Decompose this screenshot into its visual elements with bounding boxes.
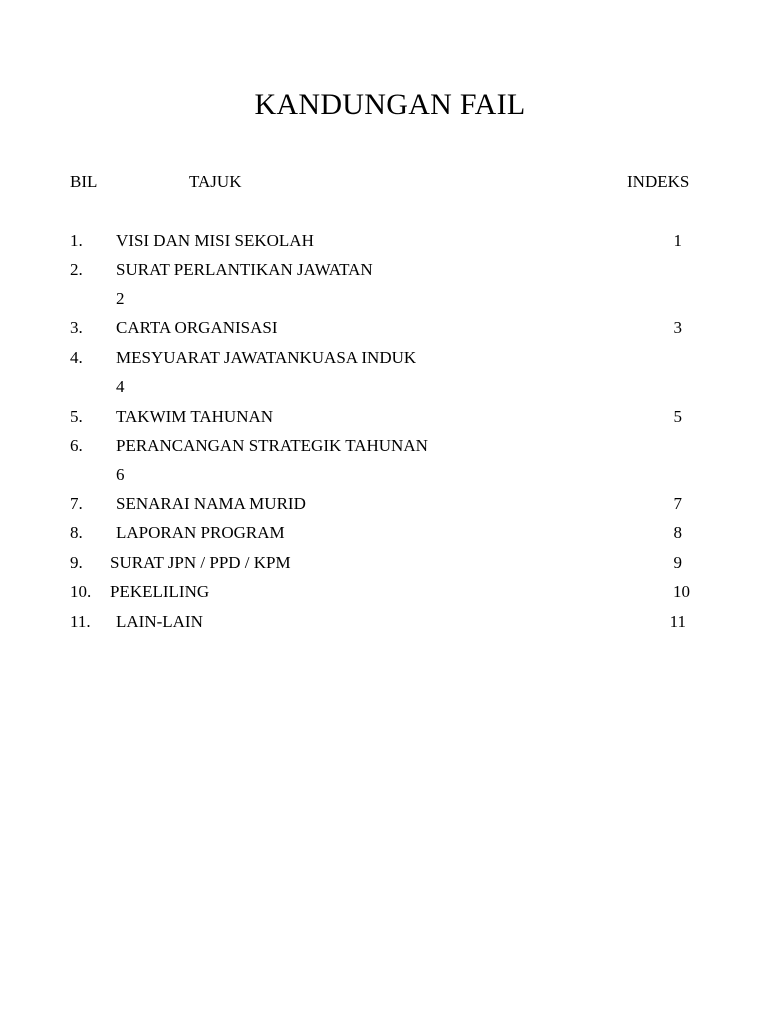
entry-number: 9. — [70, 553, 83, 572]
entry-title: SURAT JPN / PPD / KPM — [110, 553, 291, 572]
entry-number: 8. — [70, 523, 83, 542]
entry-title: PEKELILING — [110, 582, 210, 601]
header-bil: BIL — [70, 172, 98, 191]
toc-entry — [0, 228, 768, 254]
entry-number: 6. — [70, 436, 83, 455]
toc-entry — [0, 520, 768, 546]
entry-index: 5 — [673, 407, 682, 426]
entry-title: LAPORAN PROGRAM — [116, 523, 285, 542]
toc-entry — [0, 609, 768, 635]
entry-title: CARTA ORGANISASI — [116, 318, 278, 337]
entry-index: 1 — [673, 231, 682, 250]
toc-entry — [0, 345, 768, 396]
toc-entry — [0, 579, 768, 605]
entry-number: 2. — [70, 260, 83, 279]
entry-index: 2 — [116, 289, 125, 308]
entry-title: SENARAI NAMA MURID — [116, 494, 306, 513]
toc-entry — [0, 404, 768, 430]
toc-entry — [0, 550, 768, 576]
entry-title: PERANCANGAN STRATEGIK TAHUNAN — [116, 436, 428, 455]
entry-number: 1. — [70, 231, 83, 250]
entry-index: 7 — [673, 494, 682, 513]
entry-title: MESYUARAT JAWATANKUASA INDUK — [116, 348, 417, 367]
page-title: KANDUNGAN FAIL — [254, 88, 526, 121]
entry-title: VISI DAN MISI SEKOLAH — [116, 231, 314, 250]
entry-title: LAIN-LAIN — [116, 612, 203, 631]
entry-number: 3. — [70, 318, 83, 337]
entry-number: 11. — [70, 612, 91, 631]
entry-index: 10 — [673, 582, 690, 601]
entry-number: 10. — [70, 582, 92, 601]
entry-index: 11 — [669, 612, 686, 631]
entry-number: 4. — [70, 348, 83, 367]
entry-number: 5. — [70, 407, 83, 426]
entry-index: 4 — [116, 377, 125, 396]
toc-entry — [0, 315, 768, 341]
entry-index: 6 — [116, 465, 125, 484]
header-tajuk: TAJUK — [189, 172, 242, 191]
header-indeks: INDEKS — [627, 172, 690, 191]
entry-index: 8 — [673, 523, 682, 542]
entry-number: 7. — [70, 494, 83, 513]
entry-index: 3 — [673, 318, 682, 337]
toc-entry — [0, 433, 768, 484]
entry-title: SURAT PERLANTIKAN JAWATAN — [116, 260, 373, 279]
toc-entry — [0, 257, 768, 308]
entry-index: 9 — [673, 553, 682, 572]
entry-title: TAKWIM TAHUNAN — [116, 407, 274, 426]
toc-entry — [0, 491, 768, 517]
